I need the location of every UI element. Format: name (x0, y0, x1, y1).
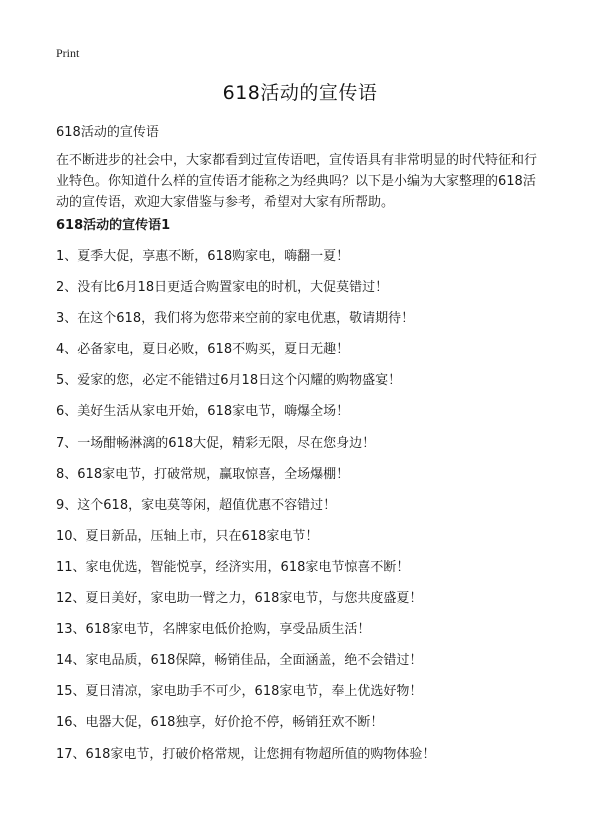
list-item: 16、电器大促，618独享，好价抢不停，畅销狂欢不断！ (56, 715, 384, 731)
list-item: 17、618家电节，打破价格常规，让您拥有物超所值的购物体验！ (56, 746, 436, 762)
list-item: 9、这个618，家电莫等闲，超值优惠不容错过！ (56, 497, 337, 513)
list-item: 8、618家电节，打破常规，赢取惊喜，全场爆棚！ (56, 466, 350, 482)
list-item: 14、家电品质，618保障，畅销佳品，全面涵盖，绝不会错过！ (56, 653, 423, 669)
print-link[interactable]: Print (56, 46, 80, 60)
list-item: 15、夏日清凉，家电助手不可少，618家电节，奉上优选好物！ (56, 684, 423, 700)
list-item: 6、美好生活从家电开始，618家电节，嗨爆全场！ (56, 404, 350, 420)
list-item: 1、夏季大促，享惠不断，618购家电，嗨翻一夏！ (56, 249, 350, 264)
page-title: 618活动的宣传语 (222, 82, 378, 104)
intro-paragraph: 在不断进步的社会中，大家都看到过宣传语吧，宣传语具有非常明显的时代特征和行业特色。你知道什么样的宣传语才能称之为经典吗？以下是小编为大家整理的618活动的宣传语，欢迎大家借鉴与参考，希望对大家有所帮助。 (56, 153, 538, 210)
section-heading: 618活动的宣传语1 (56, 218, 171, 233)
slogan-list (56, 248, 556, 777)
document-subtitle: 618活动的宣传语 (56, 125, 159, 140)
list-item: 10、夏日新品，压轴上市，只在618家电节！ (56, 528, 319, 544)
list-item: 12、夏日美好，家电助一臂之力，618家电节，与您共度盛夏！ (56, 591, 423, 607)
list-item: 3、在这个618，我们将为您带来空前的家电优惠，敬请期待！ (56, 311, 415, 327)
list-item: 13、618家电节，名牌家电低价抢购，享受品质生活！ (56, 622, 371, 638)
list-item: 4、必备家电，夏日必败，618不购买，夏日无趣！ (56, 342, 350, 358)
list-item: 7、一场酣畅淋漓的618大促，精彩无限，尽在您身边！ (56, 435, 376, 451)
list-item: 2、没有比6月18日更适合购置家电的时机，大促莫错过！ (56, 280, 389, 296)
list-item: 5、爱家的您，必定不能错过6月18日这个闪耀的购物盛宴！ (56, 373, 402, 389)
list-item: 11、家电优选，智能悦享，经济实用，618家电节惊喜不断！ (56, 559, 410, 575)
